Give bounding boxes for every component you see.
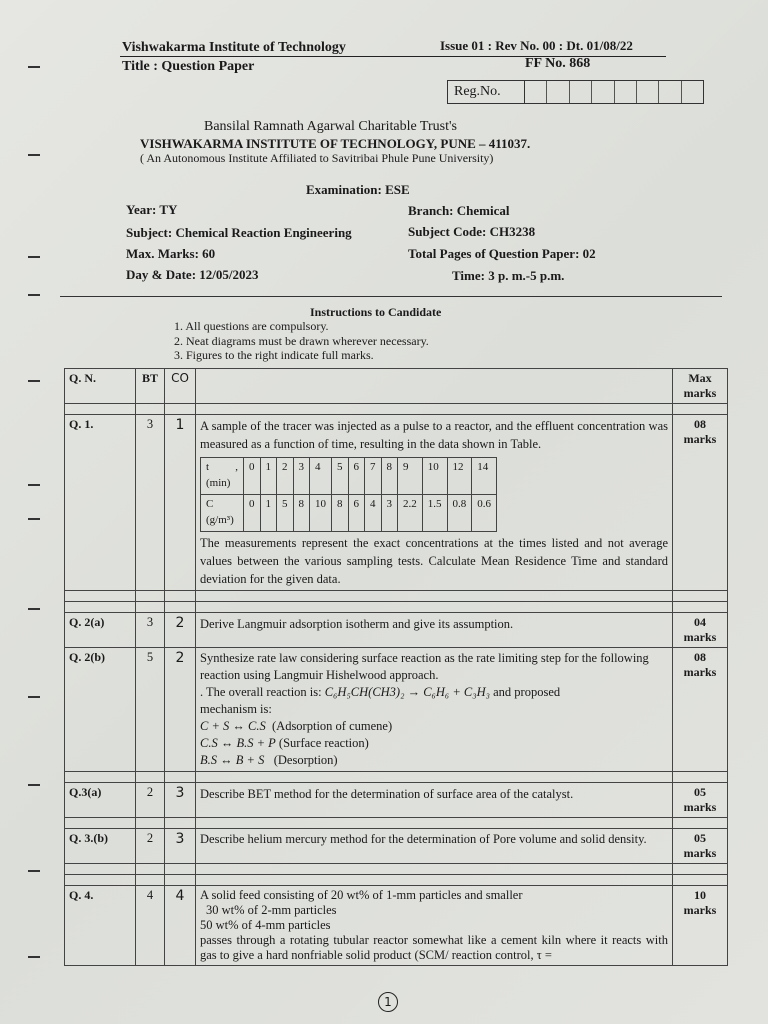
- overall-reaction-equation: C₆H₅CH(CH3)₂ → C₆H₆ + C₃H₃: [324, 685, 490, 700]
- exam-year: Year: TY: [126, 202, 178, 217]
- question-marks: 10 marks: [673, 885, 728, 965]
- course-outcome: 2: [165, 613, 196, 648]
- question-text: Describe helium mercury method for the determination of Pore volume and solid density.: [196, 828, 673, 863]
- question-text: 50 wt% of 4-mm particles: [200, 917, 331, 932]
- margin-mark: [28, 784, 40, 786]
- exam-time: Time: 3 p. m.-5 p.m.: [452, 268, 565, 283]
- document-title: Title : Question Paper: [122, 59, 255, 74]
- margin-mark: [28, 518, 40, 520]
- time-value: 7: [365, 458, 382, 495]
- concentration-value: 3: [381, 495, 398, 532]
- margin-mark: [28, 294, 40, 296]
- time-label: t ,(min): [201, 458, 244, 495]
- margin-mark: [28, 380, 40, 382]
- question-number: Q. 3.(b): [65, 828, 136, 863]
- header-co: CO: [165, 369, 196, 404]
- trust-name: Bansilal Ramnath Agarwal Charitable Trust's: [204, 119, 457, 134]
- question-text: passes through a rotating tubular reactor somewhat like a cement kiln where it reacts with gas to give a hard nonfriable solid product (SCM/ reaction control, τ =: [200, 932, 668, 962]
- question-text-cell: [196, 885, 673, 965]
- question-row: [65, 885, 728, 965]
- concentration-value: 1: [260, 495, 277, 532]
- time-value: 10: [422, 458, 447, 495]
- time-value: 4: [310, 458, 332, 495]
- concentration-value: 1.5: [422, 495, 447, 532]
- time-value: 14: [472, 458, 497, 495]
- time-value: 8: [381, 458, 398, 495]
- question-text: 30 wt% of 2-mm particles: [206, 902, 337, 917]
- form-number: FF No. 868: [525, 56, 591, 71]
- margin-mark: [28, 66, 40, 68]
- question-marks: 08 marks: [673, 415, 728, 591]
- concentration-value: 0.8: [447, 495, 472, 532]
- question-text: A sample of the tracer was injected as a pulse to a reactor, and the effluent concentration was measured as a function of time, resulting in the data shown in Table.: [200, 419, 668, 452]
- institute-header: Vishwakarma Institute of Technology: [122, 40, 346, 55]
- instruction-item: 2. Neat diagrams must be drawn wherever necessary.: [174, 334, 429, 348]
- course-outcome: 4: [165, 885, 196, 965]
- time-value: 12: [447, 458, 472, 495]
- time-value: 5: [332, 458, 349, 495]
- time-value: 0: [244, 458, 261, 495]
- table-header-row: [65, 369, 728, 404]
- concentration-value: 0: [244, 495, 261, 532]
- question-text: A solid feed consisting of 20 wt% of 1-mm particles and smaller: [200, 887, 523, 902]
- bt-level: 2: [136, 828, 165, 863]
- mechanism-step-label: (Adsorption of cumene): [272, 718, 393, 733]
- total-pages: Total Pages of Question Paper: 02: [408, 246, 596, 261]
- time-value: 1: [260, 458, 277, 495]
- margin-mark: [28, 484, 40, 486]
- institute-affiliation: ( An Autonomous Institute Affiliated to Savitribai Phule Pune University): [140, 151, 494, 165]
- instruction-item: 3. Figures to the right indicate full marks.: [174, 348, 374, 362]
- mechanism-step-equation: B.S ↔ B + S: [200, 752, 265, 767]
- question-text: Describe BET method for the determination of surface area of the catalyst.: [196, 782, 673, 817]
- margin-mark: [28, 696, 40, 698]
- bt-level: 3: [136, 415, 165, 591]
- question-text-continued: The measurements represent the exact concentrations at the times listed and not average values between the various sampling tests. Calculate Mean Residence Time and standard deviation for the given data.: [200, 536, 668, 587]
- margin-mark: [28, 154, 40, 156]
- course-outcome: 1: [165, 415, 196, 591]
- mechanism-label: mechanism is:: [200, 702, 272, 716]
- instructions-title: Instructions to Candidate: [310, 305, 442, 319]
- concentration-value: 8: [293, 495, 310, 532]
- max-marks: Max. Marks: 60: [126, 246, 216, 261]
- exam-subject: Subject: Chemical Reaction Engineering: [126, 225, 352, 240]
- margin-mark: [28, 256, 40, 258]
- overall-reaction-suffix: and proposed: [493, 685, 561, 700]
- question-marks: 08 marks: [673, 648, 728, 771]
- question-text-cell: [196, 648, 673, 771]
- mechanism-step-equation: C.S ↔ B.S + P: [200, 735, 276, 750]
- question-marks: 04 marks: [673, 613, 728, 648]
- course-outcome: 3: [165, 782, 196, 817]
- examination-type: Examination: ESE: [306, 182, 410, 197]
- question-row: [65, 828, 728, 863]
- mechanism-step-label: (Desorption): [273, 752, 338, 767]
- section-divider: [60, 296, 722, 297]
- question-text: Derive Langmuir adsorption isotherm and give its assumption.: [196, 613, 673, 648]
- tracer-data-table: [200, 457, 497, 532]
- question-number: Q. 4.: [65, 885, 136, 965]
- question-text-cell: [196, 415, 673, 591]
- bt-level: 2: [136, 782, 165, 817]
- subject-code: Subject Code: CH3238: [408, 224, 536, 239]
- question-number: Q. 1.: [65, 415, 136, 591]
- bt-level: 4: [136, 885, 165, 965]
- time-value: 9: [398, 458, 423, 495]
- question-number: Q. 2(b): [65, 648, 136, 771]
- course-outcome: 3: [165, 828, 196, 863]
- concentration-value: 0.6: [472, 495, 497, 532]
- header-max-marks: Max marks: [673, 369, 728, 404]
- question-marks: 05 marks: [673, 782, 728, 817]
- question-marks: 05 marks: [673, 828, 728, 863]
- margin-mark: [28, 870, 40, 872]
- concentration-value: 4: [365, 495, 382, 532]
- concentration-value: 6: [348, 495, 365, 532]
- question-row: [65, 648, 728, 771]
- margin-mark: [28, 956, 40, 958]
- bt-level: 3: [136, 613, 165, 648]
- overall-reaction-prefix: . The overall reaction is:: [200, 685, 322, 700]
- question-number: Q.3(a): [65, 782, 136, 817]
- concentration-value: 5: [277, 495, 294, 532]
- reg-label: Reg.No.: [448, 81, 525, 103]
- time-row: [201, 458, 497, 495]
- header-bt: BT: [136, 369, 165, 404]
- concentration-value: 2.2: [398, 495, 423, 532]
- issue-revision: Issue 01 : Rev No. 00 : Dt. 01/08/22: [440, 38, 633, 53]
- question-row: [65, 613, 728, 648]
- concentration-value: 10: [310, 495, 332, 532]
- concentration-row: [201, 495, 497, 532]
- page-number: 1: [378, 992, 398, 1012]
- day-and-date: Day & Date: 12/05/2023: [126, 267, 259, 282]
- mechanism-step-label: (Surface reaction): [278, 735, 369, 750]
- instruction-item: 1. All questions are compulsory.: [174, 319, 329, 333]
- exam-branch: Branch: Chemical: [408, 203, 510, 218]
- course-outcome: 2: [165, 648, 196, 771]
- question-number: Q. 2(a): [65, 613, 136, 648]
- time-value: 6: [348, 458, 365, 495]
- institute-name: VISHWAKARMA INSTITUTE OF TECHNOLOGY, PUNE – 411037.: [140, 136, 531, 151]
- question-row: [65, 415, 728, 591]
- bt-level: 5: [136, 648, 165, 771]
- question-row: [65, 782, 728, 817]
- header-qn: Q. N.: [65, 369, 136, 404]
- question-table: [64, 368, 728, 966]
- margin-mark: [28, 608, 40, 610]
- time-value: 2: [277, 458, 294, 495]
- question-text: Synthesize rate law considering surface reaction as the rate limiting step for the following reaction using Langmuir Hishelwood approach.: [200, 651, 649, 683]
- concentration-value: 8: [332, 495, 349, 532]
- registration-number-box: [447, 80, 704, 104]
- concentration-label: C (g/m³): [201, 495, 244, 532]
- time-value: 3: [293, 458, 310, 495]
- mechanism-step-equation: C + S ↔ C.S: [200, 718, 266, 733]
